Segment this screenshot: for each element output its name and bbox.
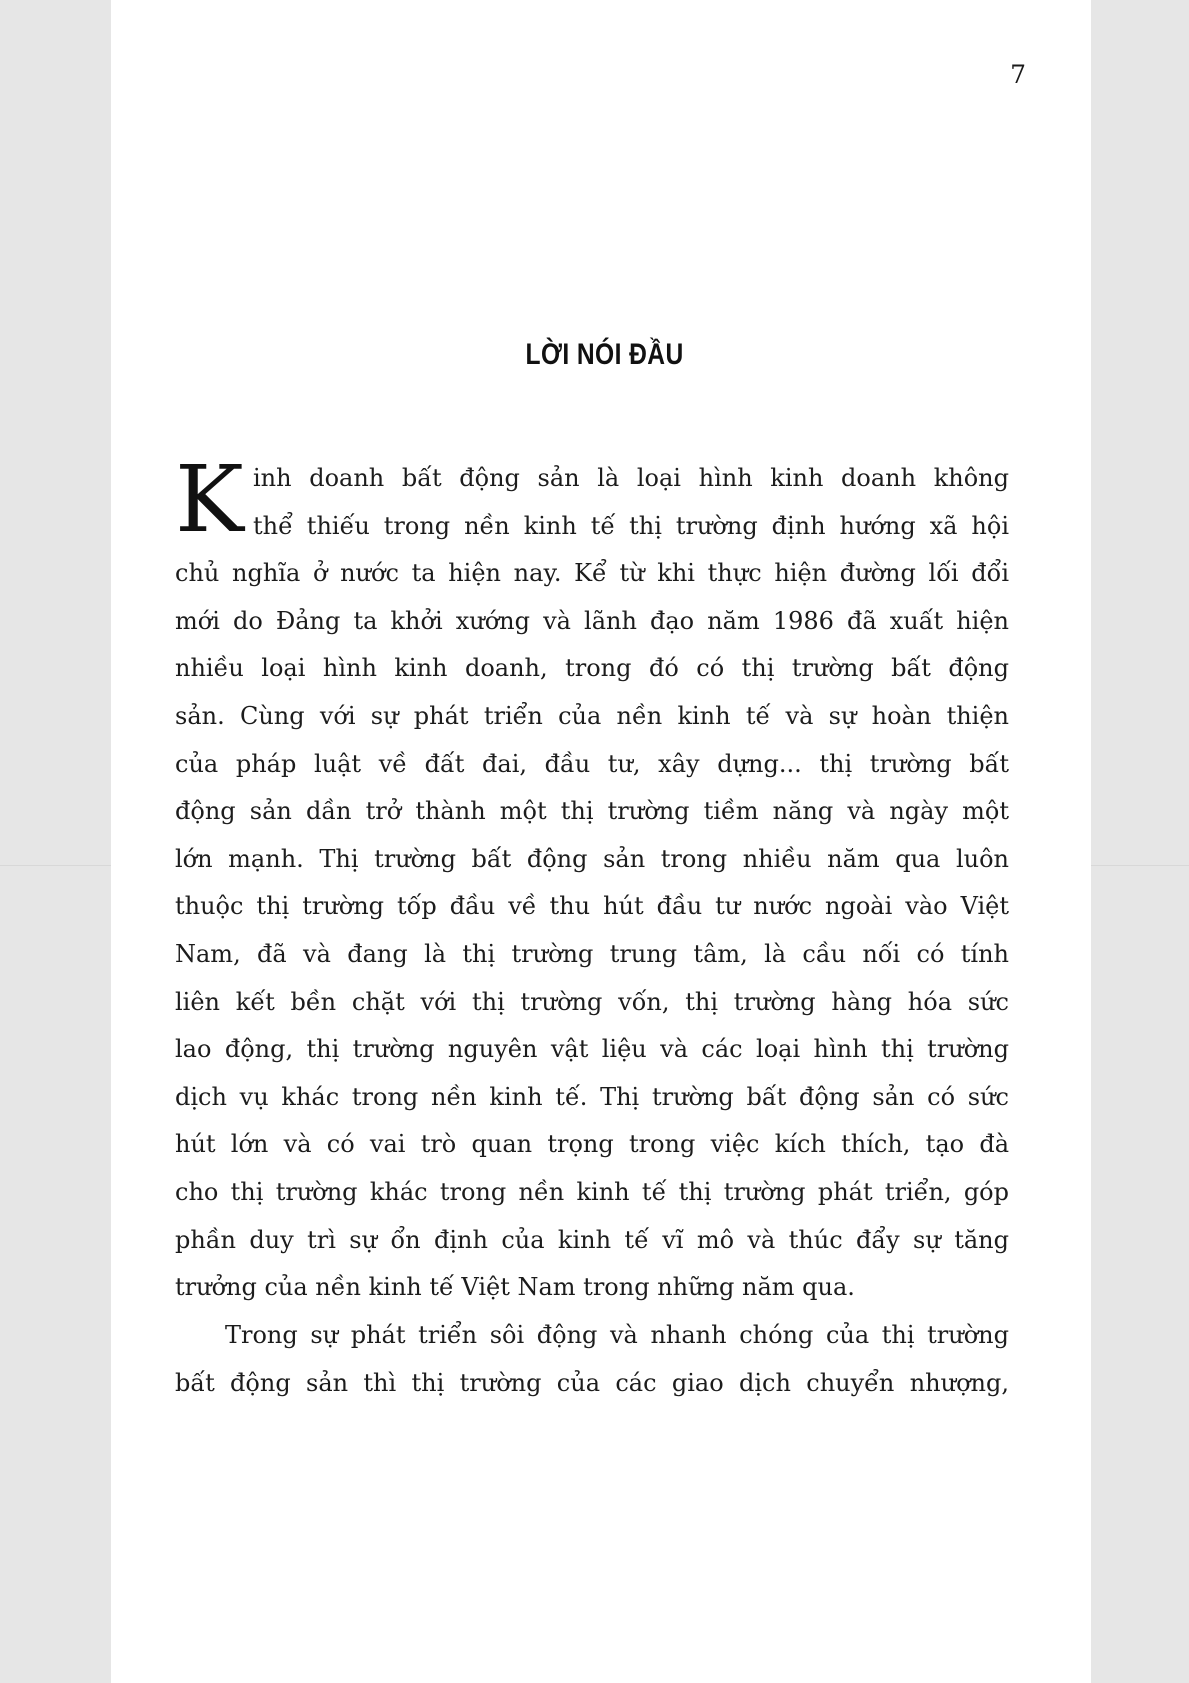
text-line: lao động, thị trường nguyên vật liệu và các loại hình thị trường bbox=[175, 1035, 1009, 1064]
book-page bbox=[111, 0, 1091, 1683]
paragraph-1 bbox=[175, 455, 1009, 1312]
text-line: sản. Cùng với sự phát triển của nền kinh tế và sự hoàn thiện bbox=[175, 701, 1009, 730]
chapter-heading: LỜI NÓI ĐẦU bbox=[525, 338, 684, 371]
text-line: inh doanh bất động sản là loại hình kinh doanh không bbox=[253, 464, 1009, 492]
text-line: hút lớn và có vai trò quan trọng trong việc kích thích, tạo đà bbox=[175, 1130, 1009, 1159]
text-line: động sản dần trở thành một thị trường tiềm năng và ngày một bbox=[175, 797, 1009, 826]
text-line: Nam, đã và đang là thị trường trung tâm, là cầu nối có tính bbox=[175, 939, 1009, 968]
text-line: lớn mạnh. Thị trường bất động sản trong nhiều năm qua luôn bbox=[175, 844, 1009, 873]
text-line: mới do Đảng ta khởi xướng và lãnh đạo năm 1986 đã xuất hiện bbox=[175, 606, 1009, 635]
paragraph-2 bbox=[175, 1312, 1009, 1407]
text-line: Trong sự phát triển sôi động và nhanh chóng của thị trường bbox=[225, 1321, 1009, 1349]
text-line: phần duy trì sự ổn định của kinh tế vĩ mô và thúc đẩy sự tăng bbox=[175, 1225, 1009, 1254]
page-fold-mark-right bbox=[1091, 865, 1189, 866]
text-line: dịch vụ khác trong nền kinh tế. Thị trường bất động sản có sức bbox=[175, 1082, 1009, 1111]
text-line: liên kết bền chặt với thị trường vốn, thị trường hàng hóa sức bbox=[175, 987, 1009, 1016]
page-fold-mark-left bbox=[0, 865, 111, 866]
text-line: chủ nghĩa ở nước ta hiện nay. Kể từ khi thực hiện đường lối đổi bbox=[175, 559, 1009, 588]
drop-cap: K bbox=[175, 446, 244, 553]
text-line: bất động sản thì thị trường của các giao dịch chuyển nhượng, bbox=[175, 1368, 1009, 1397]
text-line: thuộc thị trường tốp đầu về thu hút đầu tư nước ngoài vào Việt bbox=[175, 892, 1009, 921]
text-line: của pháp luật về đất đai, đầu tư, xây dựng... thị trường bất bbox=[175, 749, 1009, 778]
text-line: thể thiếu trong nền kinh tế thị trường định hướng xã hội bbox=[253, 511, 1009, 540]
text-line: trưởng của nền kinh tế Việt Nam trong những năm qua. bbox=[175, 1273, 855, 1302]
page-number: 7 bbox=[1010, 60, 1026, 89]
text-line: cho thị trường khác trong nền kinh tế thị trường phát triển, góp bbox=[175, 1177, 1009, 1206]
text-line: nhiều loại hình kinh doanh, trong đó có thị trường bất động bbox=[175, 654, 1009, 683]
